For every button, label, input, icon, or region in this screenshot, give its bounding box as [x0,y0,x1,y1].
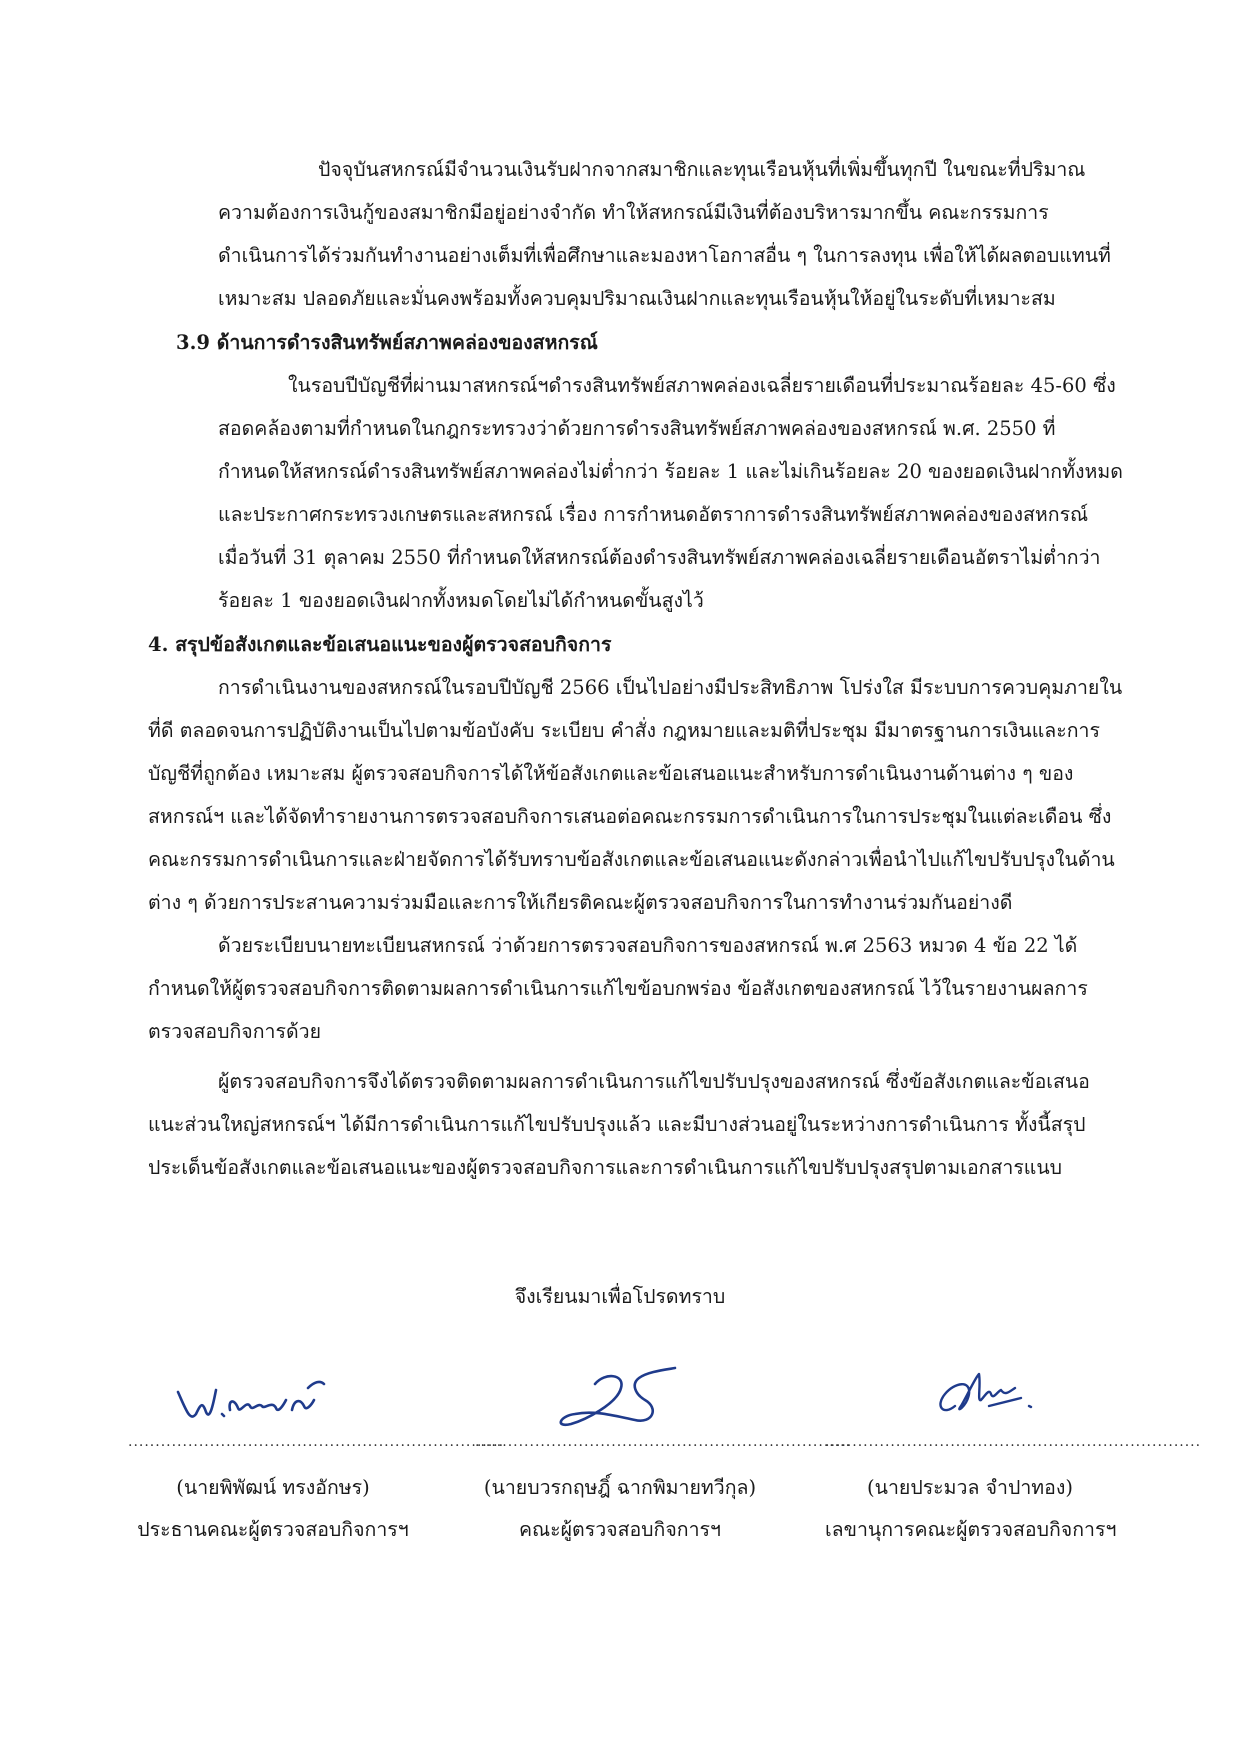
closing-text: จึงเรียนมาเพื่อโปรดทราบ [514,1285,726,1308]
paragraph-line: คณะกรรมการดำเนินการและฝ่ายจัดการได้รับทราบข้อสังเกตและข้อเสนอแนะดังกล่าวเพื่อนำไปแก้ไขปรับปรุงในด้าน [148,848,1115,871]
paragraph-line: ประเด็นข้อสังเกตและข้อเสนอแนะของผู้ตรวจสอบกิจการและการดำเนินการแก้ไขปรับปรุงสรุปตามเอกสารแนบ [148,1156,1063,1179]
paragraph-line: แนะส่วนใหญ่สหกรณ์ฯ ได้มีการดำเนินการแก้ไขปรับปรุงแล้ว และมีบางส่วนอยู่ในระหว่างการดำเนินการ ทั้งนี้สรุป [148,1113,1086,1136]
signature-line: ..................................................................... [825,1434,1202,1450]
paragraph-line: ความต้องการเงินกู้ของสมาชิกมีอยู่อย่างจำกัด ทำให้สหกรณ์มีเงินที่ต้องบริหารมากขึ้น คณะกรรมการ [218,201,1049,224]
paragraph-line: ผู้ตรวจสอบกิจการจึงได้ตรวจติดตามผลการดำเนินการแก้ไขปรับปรุงของสหกรณ์ ซึ่งข้อสังเกตและข้อเสนอ [218,1070,1090,1093]
signature-image [168,1370,348,1430]
signature-line: ..................................................................... [475,1434,852,1450]
signature-image [535,1364,695,1436]
signer-name: (นายประมวล จำปาทอง) [867,1476,1073,1499]
paragraph-line: สอดคล้องตามที่กำหนดในกฎกระทรวงว่าด้วยการดำรงสินทรัพย์สภาพคล่องของสหกรณ์ พ.ศ. 2550 ที่ [218,417,1056,440]
paragraph-line: การดำเนินงานของสหกรณ์ในรอบปีบัญชี 2566 เป็นไปอย่างมีประสิทธิภาพ โปร่งใส มีระบบการควบคุมภายใน [218,676,1123,699]
section-heading-4: 4. สรุปข้อสังเกตและข้อเสนอแนะของผู้ตรวจสอบกิจการ [148,633,612,656]
paragraph-line: ด้วยระเบียบนายทะเบียนสหกรณ์ ว่าด้วยการตรวจสอบกิจการของสหกรณ์ พ.ศ 2563 หมวด 4 ข้อ 22 ได้ [218,934,1078,957]
paragraph-line: และประกาศกระทรวงเกษตรและสหกรณ์ เรื่อง การกำหนดอัตราการดำรงสินทรัพย์สภาพคล่องของสหกรณ์ [218,503,1089,526]
paragraph-line: ที่ดี ตลอดจนการปฏิบัติงานเป็นไปตามข้อบังคับ ระเบียบ คำสั่ง กฎหมายและมติที่ประชุม มีมาตรฐานการเงินและการ [148,719,1100,742]
paragraph-line: ในรอบปีบัญชีที่ผ่านมาสหกรณ์ฯดำรงสินทรัพย์สภาพคล่องเฉลี่ยรายเดือนที่ประมาณร้อยละ 45-60 ซึ่ง [288,374,1116,397]
section-heading-3-9: 3.9 ด้านการดำรงสินทรัพย์สภาพคล่องของสหกรณ์ [176,331,598,354]
signer-title: คณะผู้ตรวจสอบกิจการฯ [519,1518,721,1541]
signer-title: เลขานุการคณะผู้ตรวจสอบกิจการฯ [825,1518,1117,1541]
signature-image [925,1366,1065,1430]
paragraph-line: ตรวจสอบกิจการด้วย [148,1020,322,1043]
signature-line: ..................................................................... [128,1434,505,1450]
paragraph-line: ต่าง ๆ ด้วยการประสานความร่วมมือและการให้เกียรติคณะผู้ตรวจสอบกิจการในการทำงานร่วมกันอย่างดี [148,891,1013,914]
paragraph-line: ปัจจุบันสหกรณ์มีจำนวนเงินรับฝากจากสมาชิกและทุนเรือนหุ้นที่เพิ่มขึ้นทุกปี ในขณะที่ปริมาณ [318,158,1086,181]
paragraph-line: สหกรณ์ฯ และได้จัดทำรายงานการตรวจสอบกิจการเสนอต่อคณะกรรมการดำเนินการในการประชุมในแต่ละเดือน ซึ่ง [148,805,1112,828]
paragraph-line: เหมาะสม ปลอดภัยและมั่นคงพร้อมทั้งควบคุมปริมาณเงินฝากและทุนเรือนหุ้นให้อยู่ในระดับที่เหมาะสม [218,287,1056,310]
paragraph-line: กำหนดให้สหกรณ์ดำรงสินทรัพย์สภาพคล่องไม่ต่ำกว่า ร้อยละ 1 และไม่เกินร้อยละ 20 ของยอดเงินฝากทั้งหมด [218,460,1123,483]
paragraph-line: บัญชีที่ถูกต้อง เหมาะสม ผู้ตรวจสอบกิจการได้ให้ข้อสังเกตและข้อเสนอแนะสำหรับการดำเนินงานด้านต่าง ๆ ของ [148,762,1074,785]
signer-name: (นายบวรกฤษฎิ์ ฉากพิมายทวีกุล) [483,1476,757,1499]
signer-name: (นายพิพัฒน์ ทรงอักษร) [176,1476,370,1499]
paragraph-line: กำหนดให้ผู้ตรวจสอบกิจการติดตามผลการดำเนินการแก้ไขข้อบกพร่อง ข้อสังเกตของสหกรณ์ ไว้ในรายงานผลการ [148,977,1088,1000]
paragraph-line: เมื่อวันที่ 31 ตุลาคม 2550 ที่กำหนดให้สหกรณ์ต้องดำรงสินทรัพย์สภาพคล่องเฉลี่ยรายเดือนอัตราไม่ต่ำกว่า [218,546,1101,569]
signer-title: ประธานคณะผู้ตรวจสอบกิจการฯ [137,1518,409,1541]
paragraph-line: ดำเนินการได้ร่วมกันทำงานอย่างเต็มที่เพื่อศึกษาและมองหาโอกาสอื่น ๆ ในการลงทุน เพื่อให้ได้ผลตอบแทนที่ [218,244,1111,267]
paragraph-line: ร้อยละ 1 ของยอดเงินฝากทั้งหมดโดยไม่ได้กำหนดขั้นสูงไว้ [218,589,704,612]
